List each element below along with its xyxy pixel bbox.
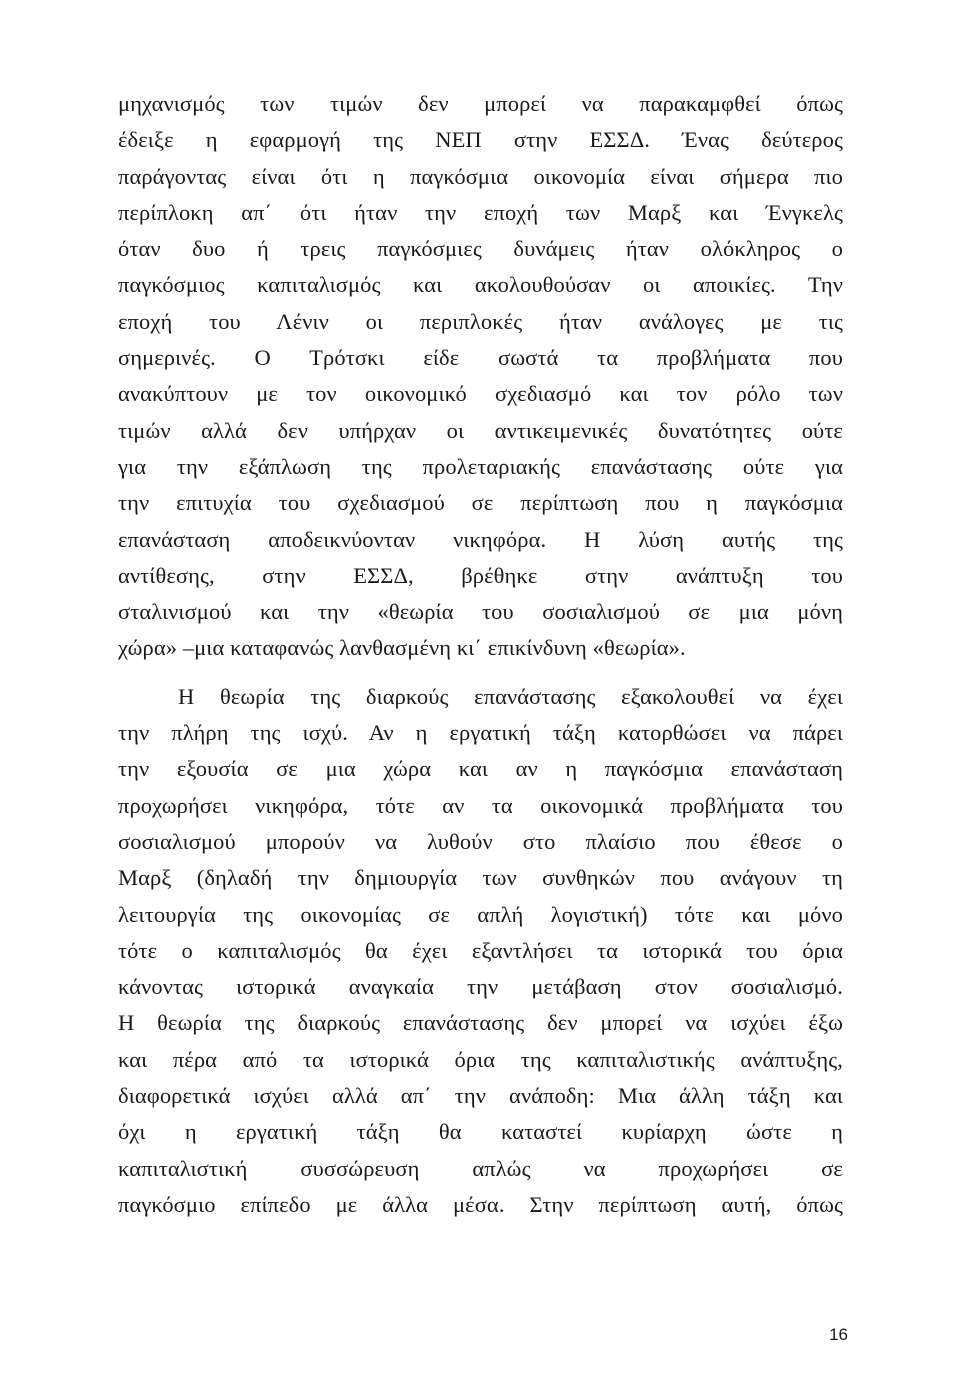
text-line: την επιτυχία του σχεδιασμού σε περίπτωση που η παγκόσμια <box>118 490 843 516</box>
text-line: καπιταλιστική συσσώρευση απλώς να προχωρήσει σε <box>118 1155 843 1181</box>
text-line: εποχή του Λένιν οι περιπλοκές ήταν ανάλογες με τις <box>118 308 843 334</box>
text-line: μηχανισμός των τιμών δεν μπορεί να παρακαμφθεί όπως <box>118 91 843 116</box>
body-text <box>118 86 843 1223</box>
text-line: τότε ο καπιταλισμός θα έχει εξαντλήσει τα ιστορικά του όρια <box>118 937 843 963</box>
paragraph-spacer <box>118 667 843 679</box>
text-line: σημερινές. Ο Τρότσκι είδε σωστά τα προβλήματα που <box>118 345 843 371</box>
text-line: όταν δυο ή τρεις παγκόσμιες δυνάμεις ήταν ολόκληρος ο <box>118 236 843 262</box>
text-line: προχωρήσει νικηφόρα, τότε αν τα οικονομικά προβλήματα του <box>118 792 843 818</box>
page-number: 16 <box>829 1325 848 1344</box>
text-line: διαφορετικά ισχύει αλλά απ΄ την ανάποδη: Μια άλλη τάξη και <box>118 1083 843 1109</box>
text-line: Η θεωρία της διαρκούς επανάστασης δεν μπορεί να ισχύει έξω <box>118 1010 843 1036</box>
text-line: παγκόσμιο επίπεδο με άλλα μέσα. Στην περίπτωση αυτή, όπως <box>118 1191 843 1217</box>
text-line: παράγοντας είναι ότι η παγκόσμια οικονομία είναι σήμερα πιο <box>118 163 843 189</box>
text-line: τιμών αλλά δεν υπήρχαν οι αντικειμενικές δυνατότητες ούτε <box>118 417 843 443</box>
text-line: και πέρα από τα ιστορικά όρια της καπιταλιστικής ανάπτυξης, <box>118 1046 843 1072</box>
paragraph-2 <box>118 679 843 1223</box>
text-line: την εξουσία σε μια χώρα και αν η παγκόσμια επανάσταση <box>118 756 843 782</box>
text-line: όχι η εργατική τάξη θα καταστεί κυρίαρχη ώστε η <box>118 1119 843 1145</box>
text-line: Η θεωρία της διαρκούς επανάστασης εξακολουθεί να έχει <box>178 683 843 709</box>
text-line: ανακύπτουν με τον οικονομικό σχεδιασμό και τον ρόλο των <box>118 381 843 407</box>
text-line: χώρα» –μια καταφανώς λανθασμένη κι΄ επικίνδυνη «θεωρία». <box>118 635 686 661</box>
text-line: επανάσταση αποδεικνύονταν νικηφόρα. Η λύση αυτής της <box>118 526 843 552</box>
text-line: για την εξάπλωση της προλεταριακής επανάστασης ούτε για <box>118 453 843 479</box>
text-line: κάνοντας ιστορικά αναγκαία την μετάβαση στον σοσιαλισμό. <box>118 974 843 1000</box>
text-line: παγκόσμιος καπιταλισμός και ακολουθούσαν οι αποικίες. Την <box>118 272 843 298</box>
text-line: αντίθεσης, στην ΕΣΣΔ, βρέθηκε στην ανάπτυξη του <box>118 562 843 588</box>
paragraph-1 <box>118 86 843 667</box>
text-line: λειτουργία της οικονομίας σε απλή λογιστική) τότε και μόνο <box>118 901 843 927</box>
text-line: έδειξε η εφαρμογή της ΝΕΠ στην ΕΣΣΔ. Ένας δεύτερος <box>118 127 843 153</box>
text-line: την πλήρη της ισχύ. Αν η εργατική τάξη κατορθώσει να πάρει <box>118 720 843 746</box>
text-line: Μαρξ (δηλαδή την δημιουργία των συνθηκών που ανάγουν τη <box>118 865 843 891</box>
text-line: σοσιαλισμού μπορούν να λυθούν στο πλαίσιο που έθεσε ο <box>118 828 843 854</box>
text-line: σταλινισμού και την «θεωρία του σοσιαλισμού σε μια μόνη <box>118 599 843 625</box>
text-line: περίπλοκη απ΄ ότι ήταν την εποχή των Μαρξ και Ένγκελς <box>118 199 843 225</box>
